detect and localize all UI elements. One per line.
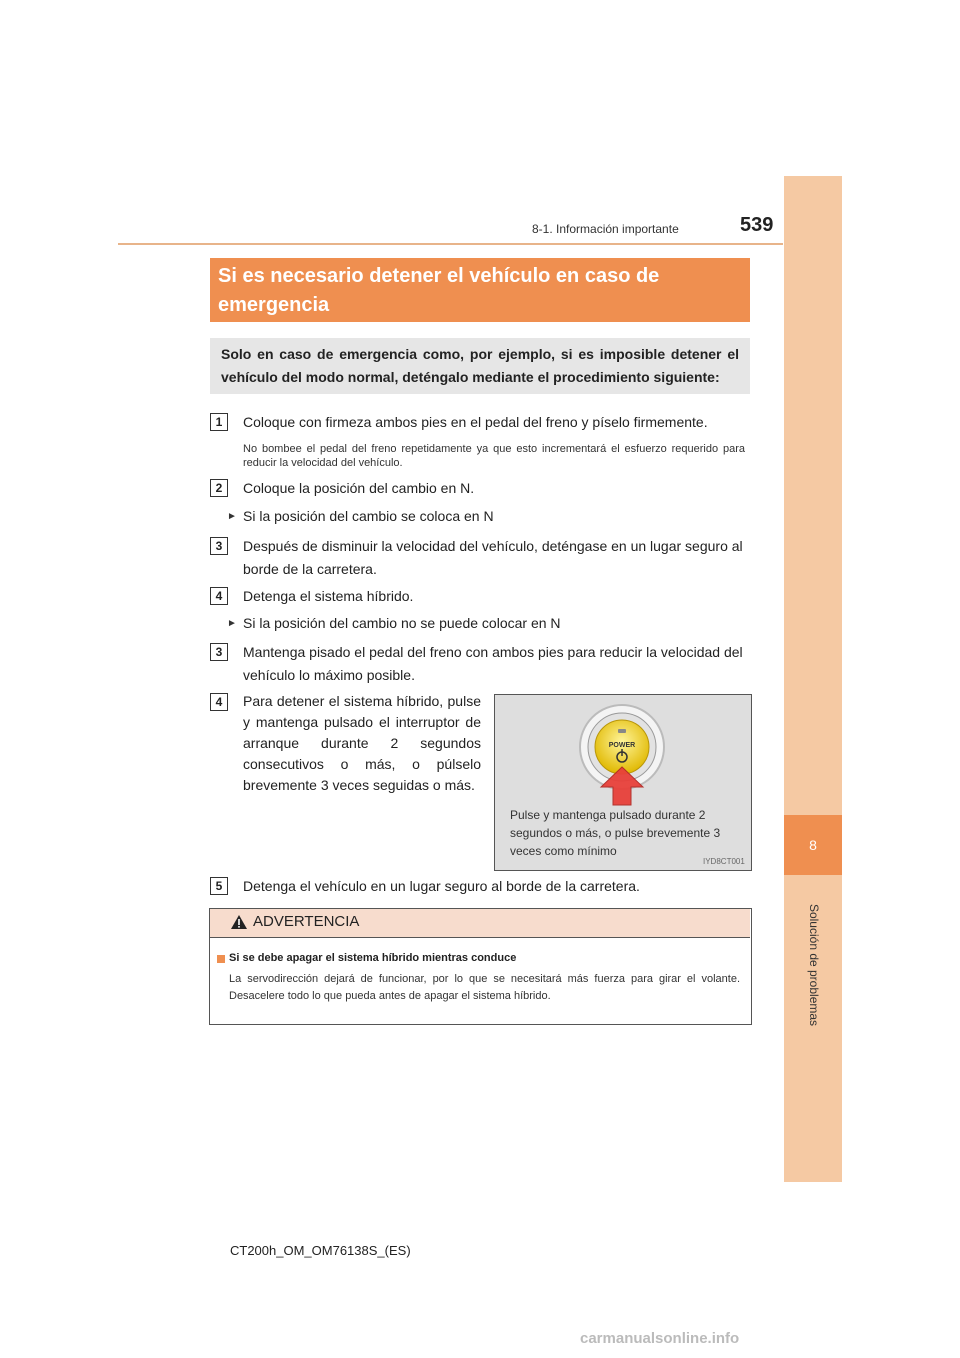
step-number: 5	[210, 877, 228, 895]
bullet-square-icon	[217, 955, 225, 963]
warning-subtitle: Si se debe apagar el sistema híbrido mientras conduce	[229, 952, 517, 964]
watermark: carmanualsonline.info	[580, 1330, 740, 1347]
page-title: Si es necesario detener el vehículo en caso de emergencia	[218, 265, 660, 316]
chapter-side-tab	[784, 176, 842, 1182]
branch-arrow-icon: ►	[227, 511, 237, 522]
branch-heading: Si la posición del cambio no se puede colocar en N	[243, 615, 561, 631]
step-text: Para detener el sistema híbrido, pulse y mantenga pulsado el interruptor de arranque durante 2 segundos consecutivos o más, o púlselo brevemente 3 veces seguidas o más.	[243, 693, 481, 793]
step-text: Detenga el vehículo en un lugar seguro al borde de la carretera.	[243, 878, 640, 894]
step-text: Mantenga pisado el pedal del freno con ambos pies para reducir la velocidad del vehículo lo máximo posible.	[243, 644, 743, 683]
header-divider	[118, 243, 783, 245]
branch-arrow-icon: ►	[227, 618, 237, 629]
step-text: Detenga el sistema híbrido.	[243, 588, 414, 604]
chapter-label: Solución de problemas	[807, 903, 821, 1027]
power-button-label: POWER	[608, 742, 636, 749]
step-number: 3	[210, 643, 228, 661]
warning-title: ADVERTENCIA	[253, 913, 360, 930]
figure-code: IYD8CT001	[703, 857, 745, 866]
step-number: 3	[210, 537, 228, 555]
step-note: No bombee el pedal del freno repetidamente ya que esto incrementará el esfuerzo requerido para reducir la velocidad del vehículo.	[243, 443, 745, 469]
chapter-number: 8	[784, 815, 842, 875]
step-text: Coloque con firmeza ambos pies en el pedal del freno y píselo firmemente.	[243, 414, 708, 430]
step-text: Después de disminuir la velocidad del vehículo, deténgase en un lugar seguro al borde de la carretera.	[243, 538, 743, 577]
page-number: 539	[740, 214, 774, 236]
step-number: 4	[210, 587, 228, 605]
step-number: 2	[210, 479, 228, 497]
branch-heading: Si la posición del cambio se coloca en N	[243, 508, 494, 524]
document-code: CT200h_OM_OM76138S_(ES)	[230, 1243, 411, 1258]
step-number: 1	[210, 413, 228, 431]
step-number: 4	[210, 693, 228, 711]
step-text: Coloque la posición del cambio en N.	[243, 480, 475, 496]
section-header: 8-1. Información importante	[532, 222, 679, 236]
figure-caption: Pulse y mantenga pulsado durante 2 segundos o más, o pulse brevemente 3 veces como mínimo	[510, 808, 721, 858]
warning-body: La servodirección dejará de funcionar, por lo que se necesitará más fuerza para girar el volante. Desacelere todo lo que pueda antes de apagar el sistema híbrido.	[229, 973, 740, 1002]
intro-text: Solo en caso de emergencia como, por ejemplo, si es imposible detener el vehículo del modo normal, deténgalo mediante el procedimiento siguiente:	[221, 346, 739, 385]
warning-icon	[230, 914, 248, 930]
